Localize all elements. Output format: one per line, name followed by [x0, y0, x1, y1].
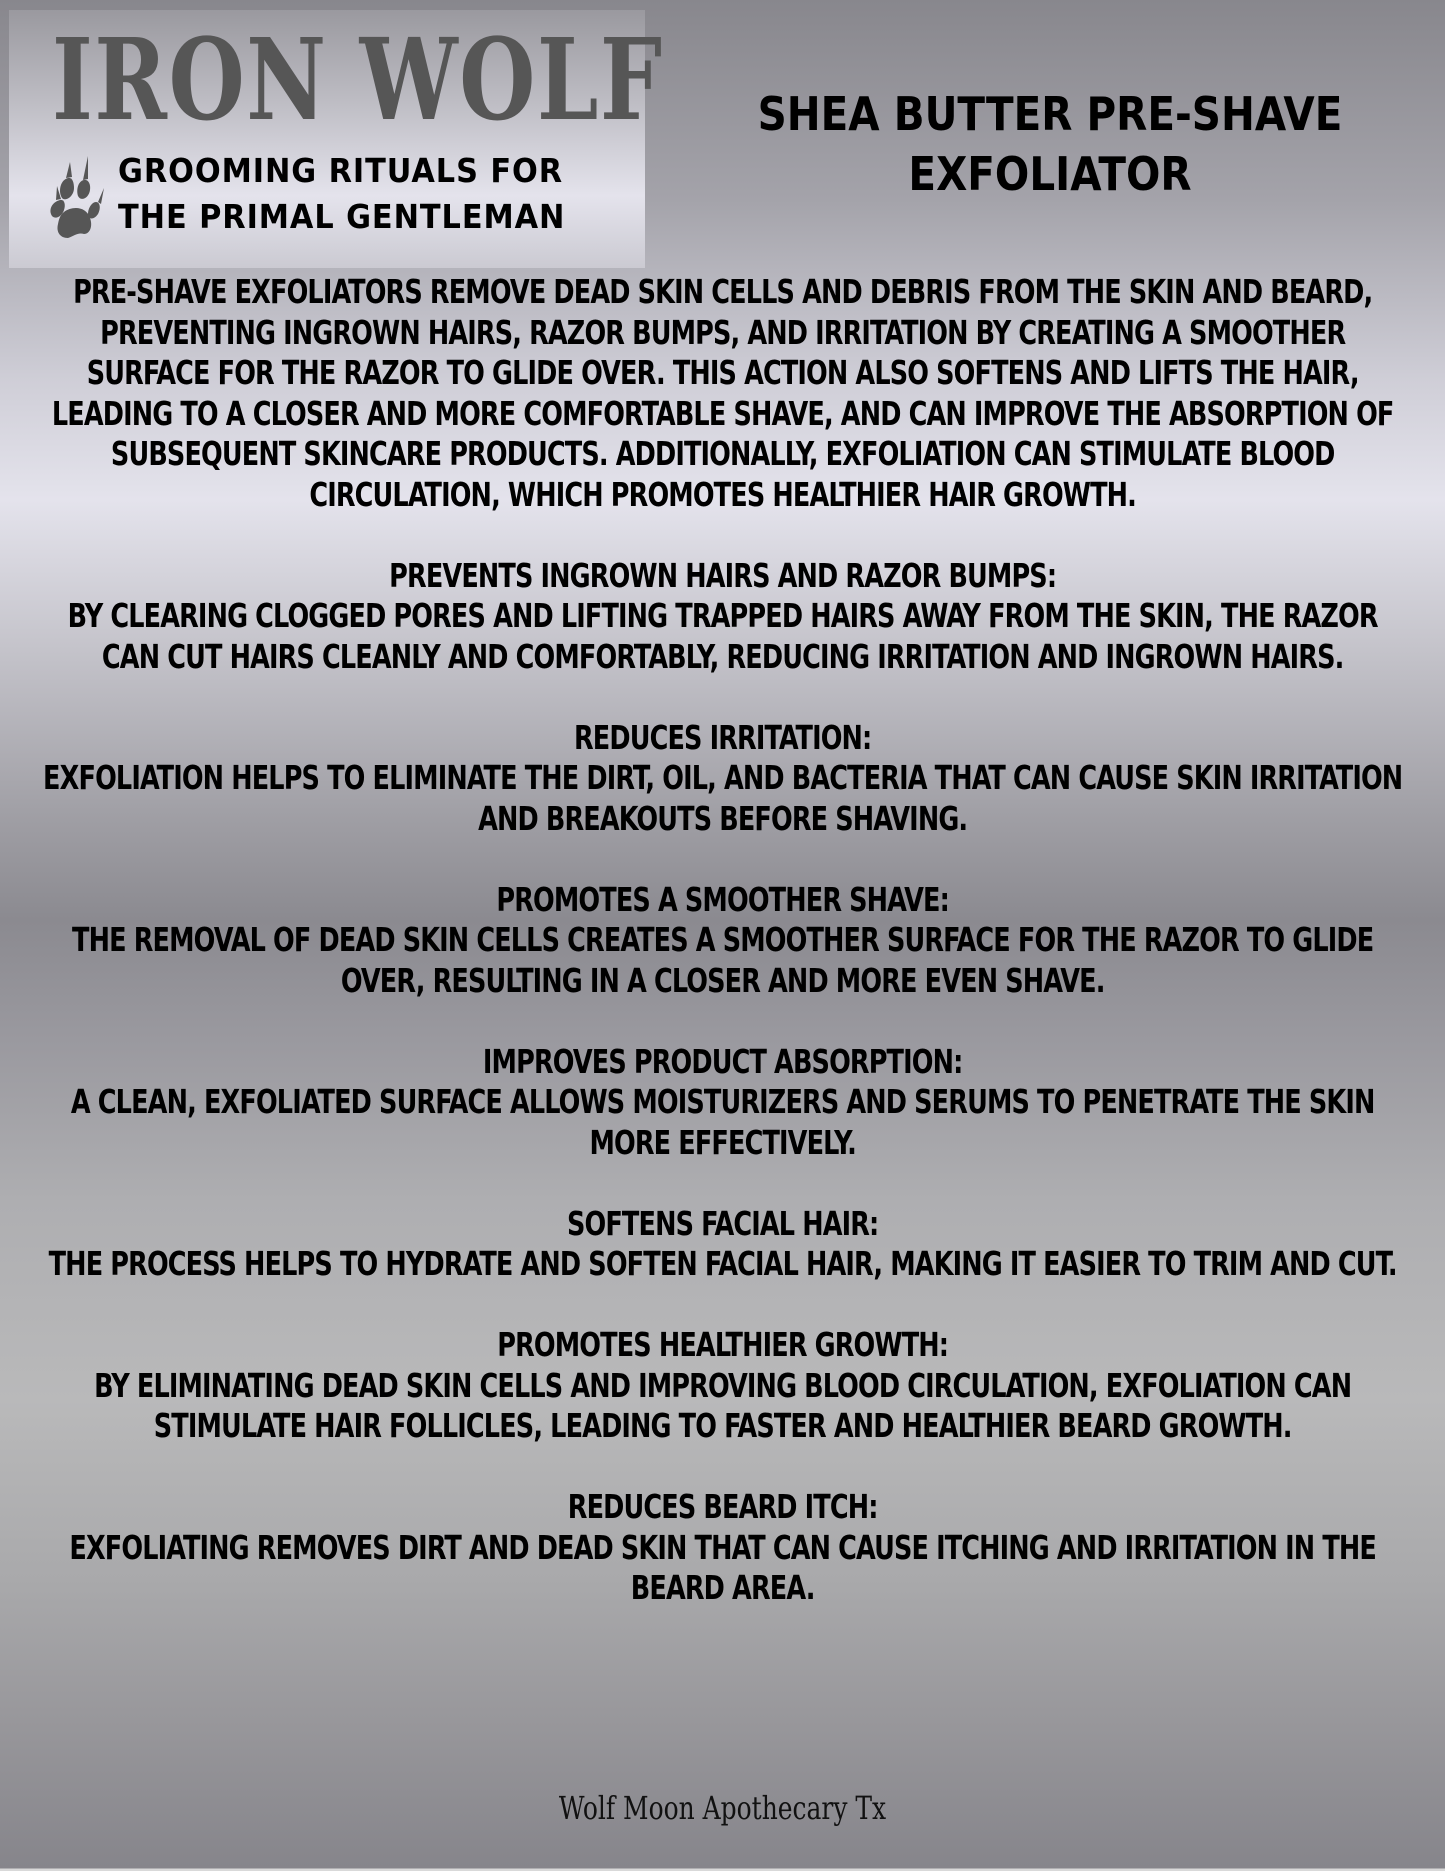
benefit-body: EXFOLIATION HELPS TO ELIMINATE THE DIRT, OIL, AND BACTERIA THAT CAN CAUSE SKIN IRRITATION AND BREAKOUTS BEFORE SHAVING.: [42, 758, 1403, 838]
maker-signature: Wolf Moon Apothecary Tx: [558, 1789, 887, 1827]
benefit-heading: IMPROVES PRODUCT ABSORPTION:: [482, 1041, 963, 1081]
benefit-heading: PROMOTES HEALTHIER GROWTH:: [497, 1325, 948, 1364]
tagline-line-1: GROOMING RITUALS FOR: [118, 151, 564, 190]
wolf-paw-icon: [46, 148, 106, 240]
benefit-section: [40, 880, 1405, 1002]
benefit-body: BY CLEARING CLOGGED PORES AND LIFTING TRAPPED HAIRS AWAY FROM THE SKIN, THE RAZOR CAN CUT HAIRS CLEANLY AND COMFORTABLY, REDUCING IRRITATION AND INGROWN HAIRS.: [67, 596, 1378, 676]
intro-paragraph: PRE-SHAVE EXFOLIATORS REMOVE DEAD SKIN CELLS AND DEBRIS FROM THE SKIN AND BEARD, PREVENTING INGROWN HAIRS, RAZOR BUMPS, AND IRRITATION BY CREATING A SMOOTHER SURFACE FOR THE RAZOR TO GLIDE OVER. THIS ACTION ALSO SOFTENS AND LIFTS THE HAIR, LEADING TO A CLOSER AND MORE COMFORTABLE SHAVE, AND CAN IMPROVE THE ABSORPTION OF SUBSEQUENT SKINCARE PRODUCTS. ADDITIONALLY, EXFOLIATION CAN STIMULATE BLOOD CIRCULATION, WHICH PROMOTES HEALTHIER HAIR GROWTH.: [51, 272, 1394, 514]
benefit-body: BY ELIMINATING DEAD SKIN CELLS AND IMPROVING BLOOD CIRCULATION, EXFOLIATION CAN STIMULATE HAIR FOLLICLES, LEADING TO FASTER AND HEALTHIER BEARD GROWTH.: [93, 1365, 1352, 1445]
benefit-body: THE REMOVAL OF DEAD SKIN CELLS CREATES A SMOOTHER SURFACE FOR THE RAZOR TO GLIDE OVER, RESULTING IN A CLOSER AND MORE EVEN SHAVE.: [71, 920, 1374, 1000]
tagline-line-2: THE PRIMAL GENTLEMAN: [118, 197, 566, 236]
benefit-body: EXFOLIATING REMOVES DIRT AND DEAD SKIN THAT CAN CAUSE ITCHING AND IRRITATION IN THE BEARD AREA.: [69, 1527, 1376, 1607]
product-title-line-2: EXFOLIATOR: [908, 147, 1192, 201]
benefit-heading: PREVENTS INGROWN HAIRS AND RAZOR BUMPS:: [388, 555, 1057, 595]
brand-logo-text: IRON WOLF: [52, 15, 664, 146]
product-description: [40, 272, 1405, 1609]
benefit-body: A CLEAN, EXFOLIATED SURFACE ALLOWS MOISTURIZERS AND SERUMS TO PENETRATE THE SKIN MORE EFFECTIVELY.: [70, 1082, 1375, 1162]
benefit-section: [40, 1325, 1405, 1447]
benefit-section: [40, 1042, 1405, 1164]
product-title: [724, 84, 1375, 204]
benefit-heading: SOFTENS FACIAL HAIR:: [566, 1203, 879, 1243]
benefit-body: THE PROCESS HELPS TO HYDRATE AND SOFTEN FACIAL HAIR, MAKING IT EASIER TO TRIM AND CUT.: [48, 1244, 1397, 1283]
benefit-heading: PROMOTES A SMOOTHER SHAVE:: [496, 879, 949, 919]
benefit-section: [40, 556, 1405, 678]
benefit-section: [40, 718, 1405, 840]
brand-tagline: [118, 148, 565, 240]
benefit-heading: REDUCES BEARD ITCH:: [567, 1487, 878, 1526]
benefit-section: [40, 1487, 1405, 1609]
benefit-section: [40, 1204, 1405, 1285]
benefit-heading: REDUCES IRRITATION:: [573, 717, 872, 757]
product-title-line-1: SHEA BUTTER PRE-SHAVE: [757, 87, 1343, 141]
